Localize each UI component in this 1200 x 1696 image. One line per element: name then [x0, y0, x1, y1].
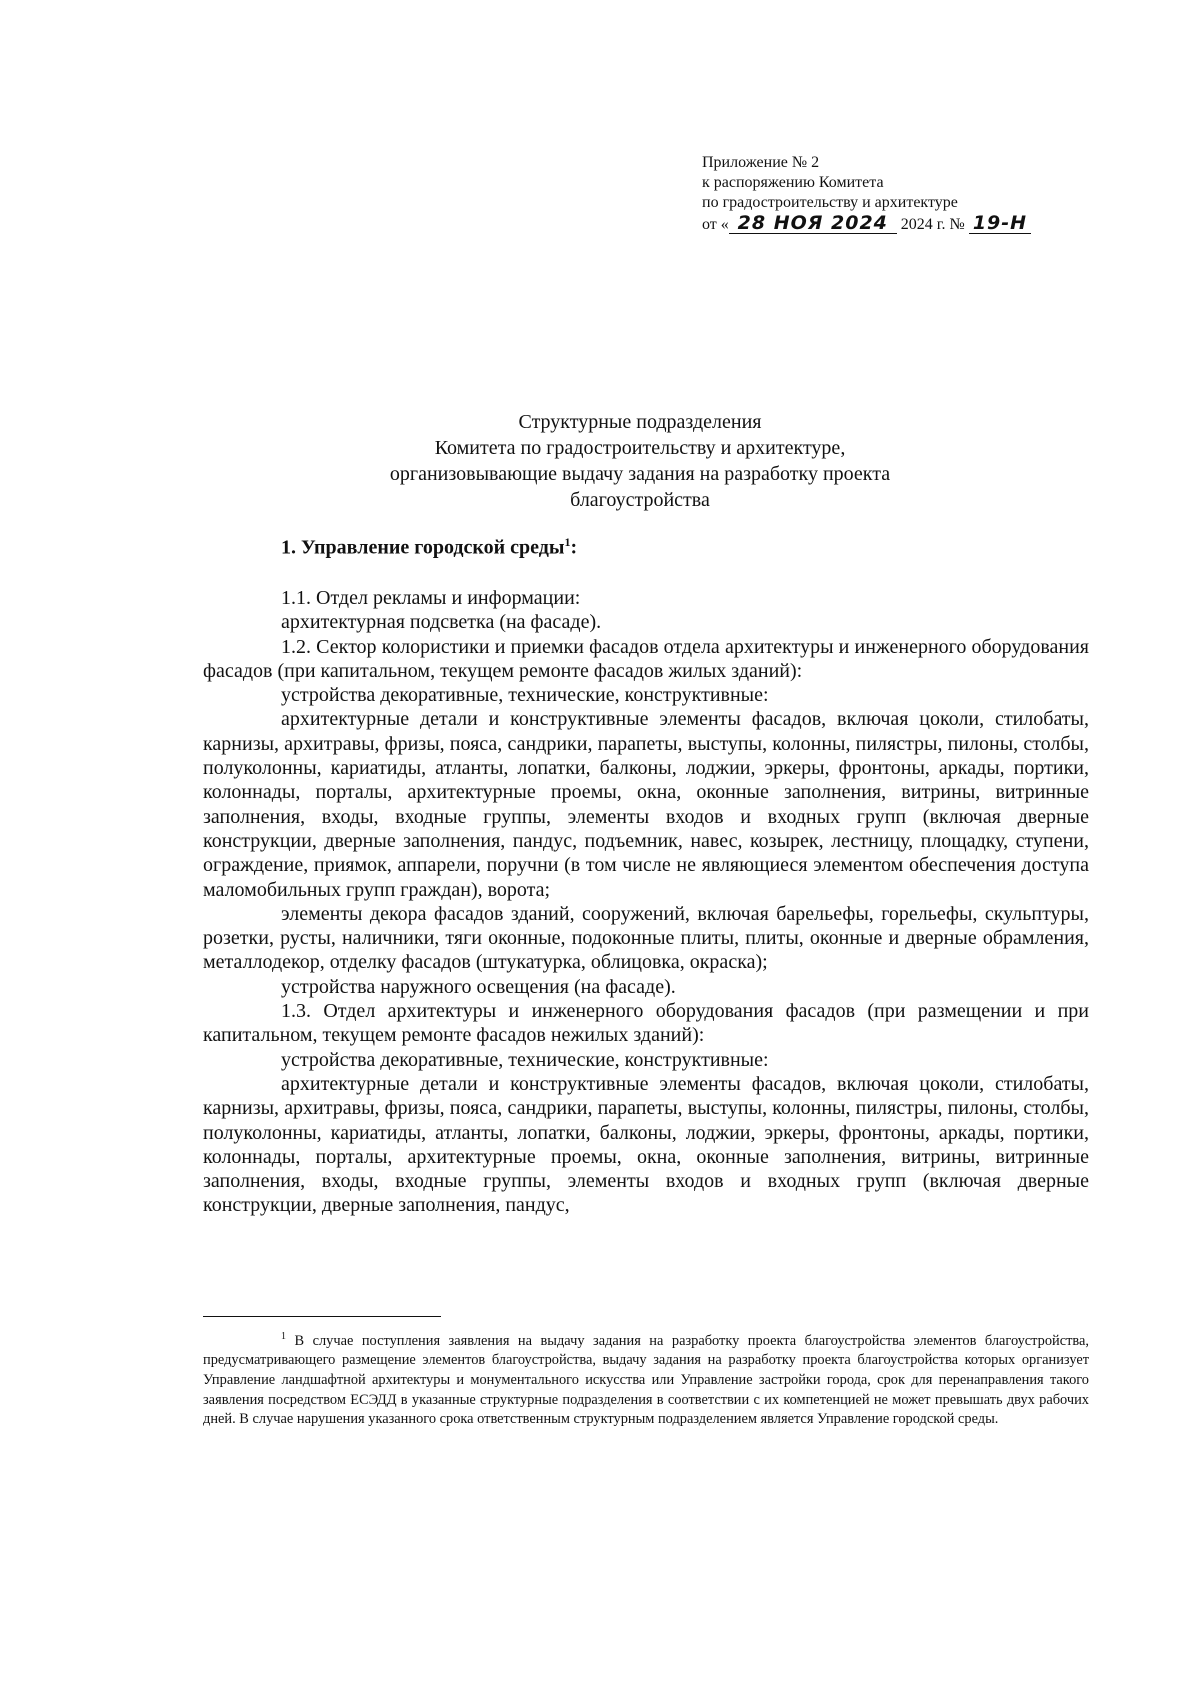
title-line-4: благоустройства: [570, 489, 710, 511]
date-prefix: от «: [702, 216, 729, 233]
section-1-heading-colon: :: [570, 536, 578, 559]
paragraph-devices-a: устройства декоративные, технические, конструктивные:: [281, 684, 769, 707]
appendix-order-reference: к распоряжению Комитета: [702, 174, 884, 191]
paragraph-1-3: 1.3. Отдел архитектуры и инженерного оборудования фасадов (при размещении и при капитальном, текущем ремонте фасадов нежилых зданий):: [203, 1000, 1089, 1047]
paragraph-1-2: 1.2. Сектор колористики и приемки фасадов отдела архитектуры и инженерного оборудования фасадов (при капитальном, текущем ремонте фасадов жилых зданий):: [203, 635, 1089, 682]
appendix-header: [702, 153, 1031, 235]
handwritten-order-number: 19-Н: [969, 213, 1031, 234]
footnote-marker: 1: [281, 1331, 286, 1342]
document-title: [200, 409, 1080, 513]
section-1-heading-text: 1. Управление городской среды: [281, 536, 565, 559]
appendix-number: Приложение № 2: [702, 154, 820, 171]
paragraph-outdoor-lighting: устройства наружного освещения (на фасаде).: [281, 975, 676, 998]
title-line-2: Комитета по градостроительству и архитектуре,: [434, 437, 846, 459]
footnote-text: В случае поступления заявления на выдачу задания на разработку проекта благоустройства элементов благоустройства, предусматривающего размещение элементов благоустройства, выдачу задания на разработку проекта благоустройства которых организует Управление ландшафтной архитектуры и монументального искусства или Управление застройки города, срок для перенаправления такого заявления посредством ЕСЭДД в указанные структурные подразделения в соответствии с их компетенцией не может превышать двух рабочих дней. В случае нарушения указанного срока ответственным структурным подразделением является Управление городской среды.: [203, 1332, 1089, 1428]
paragraph-architectural-details-b: архитектурные детали и конструктивные элементы фасадов, включая цоколи, стилобаты, карнизы, архитравы, фризы, пояса, сандрики, парапеты, выступы, колонны, пилястры, пилоны, столбы, полуколонны, кариатиды, атланты, лопатки, балконы, лоджии, эркеры, фронтоны, аркады, портики, колоннады, порталы, архитектурные проемы, окна, оконные заполнения, витрины, витринные заполнения, входы, входные группы, элементы входов и входных групп (включая дверные конструкции, дверные заполнения, пандус,: [203, 1072, 1089, 1217]
document-body: [203, 586, 1089, 1218]
appendix-committee: по градостроительству и архитектуре: [702, 194, 958, 211]
footnote-reference: 1: [564, 535, 571, 549]
title-line-3: организовывающие выдачу задания на разработку проекта: [389, 463, 891, 485]
year-number-label: 2024 г. №: [900, 216, 965, 233]
paragraph-architectural-details-a: архитектурные детали и конструктивные элементы фасадов, включая цоколи, стилобаты, карнизы, архитравы, фризы, пояса, сандрики, парапеты, выступы, колонны, пилястры, пилоны, столбы, полуколонны, кариатиды, атланты, лопатки, балконы, лоджии, эркеры, фронтоны, аркады, портики, колоннады, порталы, архитектурные проемы, окна, оконные заполнения, витрины, витринные заполнения, входы, входные группы, элементы входов и входных групп (включая дверные конструкции, дверные заполнения, пандус, подъемник, навес, козырек, лестницу, площадку, ступени, ограждение, приямок, аппарели, поручни (в том числе не являющиеся элементом обеспечения доступа маломобильных групп граждан), ворота;: [203, 708, 1089, 901]
paragraph-1-1: 1.1. Отдел рекламы и информации:: [281, 587, 581, 609]
handwritten-date: 28 НОЯ 2024: [729, 213, 897, 234]
paragraph-lighting: архитектурная подсветка (на фасаде).: [281, 611, 602, 634]
footnote: [203, 1327, 1089, 1430]
paragraph-decor-elements: элементы декора фасадов зданий, сооружений, включая барельефы, горельефы, скульптуры, розетки, русты, наличники, тяги оконные, подоконные плиты, плиты, оконные и дверные обрамления, металлодекор, отделку фасадов (штукатурка, облицовка, окраска);: [203, 902, 1089, 974]
paragraph-devices-b: устройства декоративные, технические, конструктивные:: [281, 1048, 769, 1071]
footnote-separator: [203, 1316, 441, 1317]
title-line-1: Структурные подразделения: [518, 411, 762, 433]
section-1-heading: [281, 535, 577, 560]
appendix-date-line: [702, 213, 1031, 235]
